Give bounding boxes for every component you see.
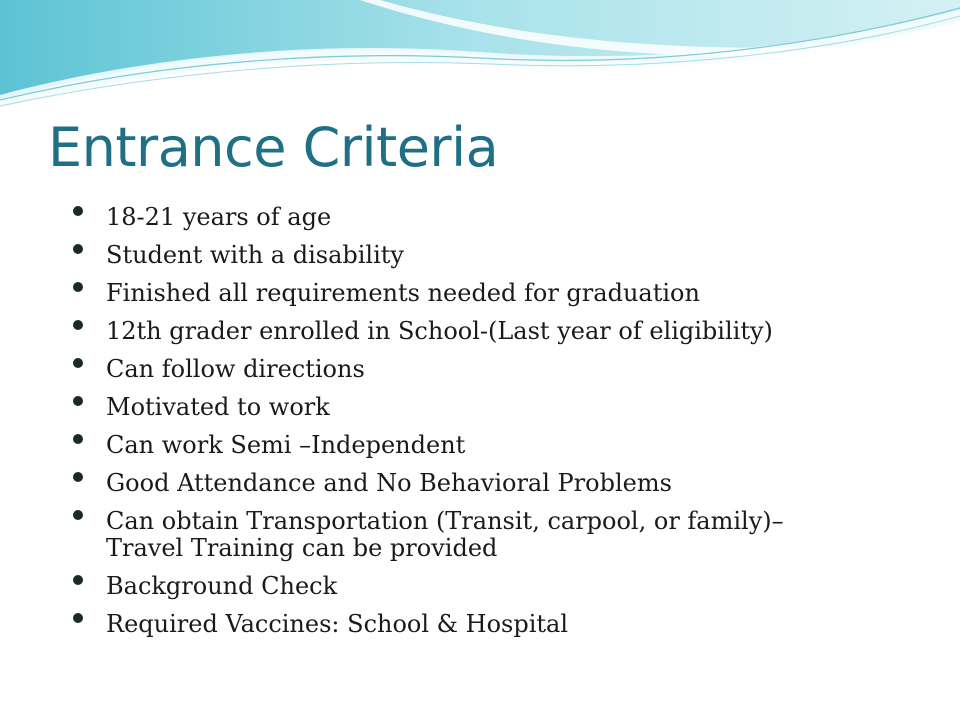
bullet-dot-icon xyxy=(73,358,83,368)
bullet-dot-icon xyxy=(73,320,83,330)
bullet-list xyxy=(0,204,900,649)
bullet-text: 12th grader enrolled in School-(Last year of eligibility) xyxy=(106,317,773,345)
bullet-item xyxy=(0,508,900,562)
bullet-text: Can obtain Transportation (Transit, carpool, or family)– xyxy=(106,507,784,535)
header-wave-decoration xyxy=(0,0,960,120)
bullet-text: Finished all requirements needed for graduation xyxy=(106,279,700,307)
slide-title: Entrance Criteria xyxy=(48,116,499,179)
bullet-dot-icon xyxy=(73,575,83,585)
bullet-item xyxy=(0,573,900,600)
bullet-text: Background Check xyxy=(106,572,338,600)
bullet-item xyxy=(0,204,900,231)
bullet-text: Good Attendance and No Behavioral Problems xyxy=(106,469,672,497)
bullet-dot-icon xyxy=(73,396,83,406)
bullet-text: Motivated to work xyxy=(106,393,330,421)
bullet-item xyxy=(0,394,900,421)
bullet-text: Student with a disability xyxy=(106,241,404,269)
bullet-dot-icon xyxy=(73,613,83,623)
bullet-dot-icon xyxy=(73,472,83,482)
bullet-item xyxy=(0,432,900,459)
bullet-text: Can work Semi –Independent xyxy=(106,431,466,459)
bullet-item xyxy=(0,318,900,345)
bullet-item xyxy=(0,356,900,383)
bullet-item xyxy=(0,280,900,307)
bullet-dot-icon xyxy=(73,434,83,444)
bullet-item xyxy=(0,611,900,638)
bullet-dot-icon xyxy=(73,282,83,292)
bullet-item xyxy=(0,470,900,497)
bullet-text: Can follow directions xyxy=(106,355,365,383)
bullet-item xyxy=(0,242,900,269)
bullet-text: Required Vaccines: School & Hospital xyxy=(106,610,569,638)
bullet-text: 18-21 years of age xyxy=(106,203,332,231)
bullet-text-continued: Travel Training can be provided xyxy=(106,534,498,562)
bullet-dot-icon xyxy=(73,510,83,520)
bullet-dot-icon xyxy=(73,244,83,254)
bullet-dot-icon xyxy=(73,206,83,216)
